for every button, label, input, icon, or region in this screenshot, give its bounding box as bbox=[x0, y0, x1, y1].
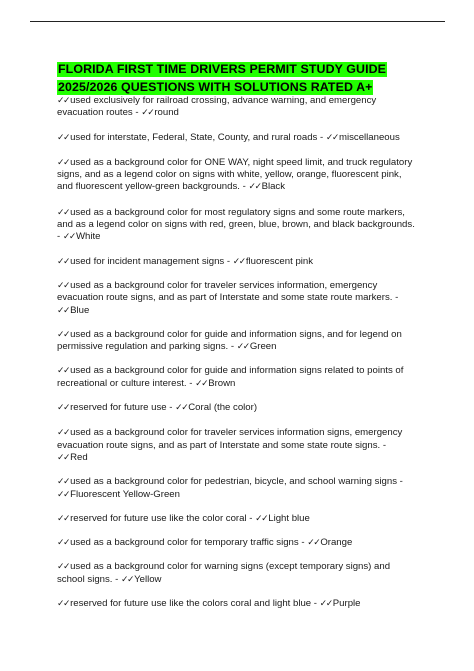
qa-item bbox=[57, 280, 417, 317]
separator: - bbox=[166, 402, 176, 414]
qa-item bbox=[57, 561, 417, 586]
separator: - bbox=[392, 292, 399, 304]
question-text: used as a background color for pedestrian, bicycle, and school warning signs bbox=[70, 476, 398, 488]
check-icon: ✓✓ bbox=[175, 403, 188, 414]
answer-text: Brown bbox=[208, 377, 236, 389]
question-text: used for interstate, Federal, State, County, and rural roads bbox=[70, 131, 318, 143]
question-text: reserved for future use like the colors coral and light blue bbox=[70, 598, 312, 610]
answer-text: Black bbox=[261, 181, 286, 193]
qa-item bbox=[57, 537, 417, 549]
check-icon: ✓✓ bbox=[57, 132, 70, 143]
question-text: used as a background color for temporary traffic signs bbox=[70, 537, 299, 549]
separator: - bbox=[380, 439, 387, 451]
answer-text: miscellaneous bbox=[338, 131, 400, 143]
check-icon: ✓✓ bbox=[57, 428, 70, 439]
check-icon: ✓✓ bbox=[57, 207, 70, 218]
answer-text: Red bbox=[70, 451, 88, 463]
answer-text: Fluorescent Yellow-Green bbox=[70, 488, 180, 500]
header-divider bbox=[30, 21, 445, 22]
separator: - bbox=[298, 537, 308, 549]
check-icon: ✓✓ bbox=[57, 599, 70, 610]
title-line-1: FLORIDA FIRST TIME DRIVERS PERMIT STUDY GUIDE bbox=[58, 62, 387, 76]
check-icon: ✓✓ bbox=[232, 256, 245, 267]
separator: - bbox=[397, 476, 403, 488]
qa-item bbox=[57, 427, 417, 464]
check-icon: ✓✓ bbox=[57, 562, 70, 573]
check-icon: ✓✓ bbox=[236, 342, 249, 353]
document-title bbox=[57, 60, 437, 96]
check-icon: ✓✓ bbox=[57, 280, 70, 291]
answer-text: Orange bbox=[320, 537, 353, 549]
separator: - bbox=[57, 231, 63, 243]
question-text: used as a background color for warning signs (except temporary signs) and school signs. bbox=[57, 561, 391, 585]
check-icon: ✓✓ bbox=[325, 132, 338, 143]
qa-item bbox=[57, 329, 417, 354]
answer-text: Green bbox=[249, 341, 277, 353]
separator: - bbox=[239, 181, 249, 193]
answer-text: Purple bbox=[332, 598, 361, 610]
check-icon: ✓✓ bbox=[121, 574, 134, 585]
check-icon: ✓✓ bbox=[319, 599, 332, 610]
qa-item bbox=[57, 256, 417, 268]
answer-text: fluorescent pink bbox=[245, 255, 314, 267]
question-text: reserved for future use like the color coral bbox=[70, 512, 247, 524]
answer-text: White bbox=[75, 231, 101, 243]
check-icon: ✓✓ bbox=[57, 366, 70, 377]
answer-text: Blue bbox=[70, 304, 90, 316]
qa-item bbox=[57, 476, 417, 501]
separator: - bbox=[224, 255, 233, 267]
check-icon: ✓✓ bbox=[57, 513, 70, 524]
check-icon: ✓✓ bbox=[57, 329, 70, 340]
check-icon: ✓✓ bbox=[57, 157, 70, 168]
check-icon: ✓✓ bbox=[57, 538, 70, 549]
answer-text: Coral (the color) bbox=[188, 402, 258, 414]
qa-item bbox=[57, 132, 417, 144]
qa-item bbox=[57, 598, 417, 610]
question-text: used as a background color for traveler services information, emergency evacuation route signs, and as part of Interstate and some state route markers. bbox=[57, 279, 393, 304]
check-icon: ✓✓ bbox=[57, 96, 70, 106]
separator: - bbox=[132, 107, 142, 119]
check-icon: ✓✓ bbox=[57, 452, 70, 463]
check-icon: ✓✓ bbox=[141, 108, 154, 119]
answer-text: round bbox=[154, 107, 179, 119]
qa-item bbox=[57, 402, 417, 414]
question-text: reserved for future use bbox=[70, 402, 167, 414]
check-icon: ✓✓ bbox=[62, 232, 75, 243]
check-icon: ✓✓ bbox=[57, 489, 70, 500]
separator: - bbox=[317, 131, 326, 143]
check-icon: ✓✓ bbox=[57, 477, 70, 488]
separator: - bbox=[246, 512, 256, 524]
separator: - bbox=[228, 341, 237, 353]
qa-item bbox=[57, 365, 417, 390]
question-text: used for incident management signs bbox=[70, 255, 225, 267]
question-text: used as a background color for guide and information signs related to points of recreational or culture interest. bbox=[57, 365, 404, 389]
question-text: used as a background color for traveler services information signs, emergency evacuation route signs, and as part of Interstate and some state route signs. bbox=[57, 427, 403, 451]
qa-item bbox=[57, 95, 417, 120]
question-text: used exclusively for railroad crossing, advance warning, and emergency evacuation routes bbox=[57, 95, 377, 119]
answer-text: Yellow bbox=[134, 573, 162, 585]
check-icon: ✓✓ bbox=[255, 513, 268, 524]
check-icon: ✓✓ bbox=[248, 182, 261, 193]
qa-item bbox=[57, 207, 417, 244]
question-text: used as a background color for guide and information signs, and for legend on permissive regulation and parking signs. bbox=[57, 328, 402, 353]
qa-item bbox=[57, 157, 417, 194]
qa-item bbox=[57, 513, 417, 525]
check-icon: ✓✓ bbox=[195, 378, 208, 389]
separator: - bbox=[112, 573, 121, 585]
question-text: used as a background color for most regulatory signs and some route markers, and as a legend color on signs with red, green, blue, brown, and black backgrounds. bbox=[57, 206, 415, 231]
check-icon: ✓✓ bbox=[57, 256, 70, 267]
check-icon: ✓✓ bbox=[57, 305, 70, 316]
title-line-2: 2025/2026 QUESTIONS WITH SOLUTIONS RATED A+ bbox=[58, 80, 373, 94]
question-text: used as a background color for ONE WAY, night speed limit, and truck regulatory signs, and as a legend color on signs with white, yellow, orange, fluorescent pink, and fluorescent yellow-green backgrounds. bbox=[57, 156, 413, 193]
separator: - bbox=[311, 598, 320, 610]
check-icon: ✓✓ bbox=[307, 538, 320, 549]
check-icon: ✓✓ bbox=[57, 403, 70, 414]
answer-text: Light blue bbox=[268, 512, 310, 524]
qa-list bbox=[57, 95, 417, 610]
separator: - bbox=[186, 377, 196, 389]
